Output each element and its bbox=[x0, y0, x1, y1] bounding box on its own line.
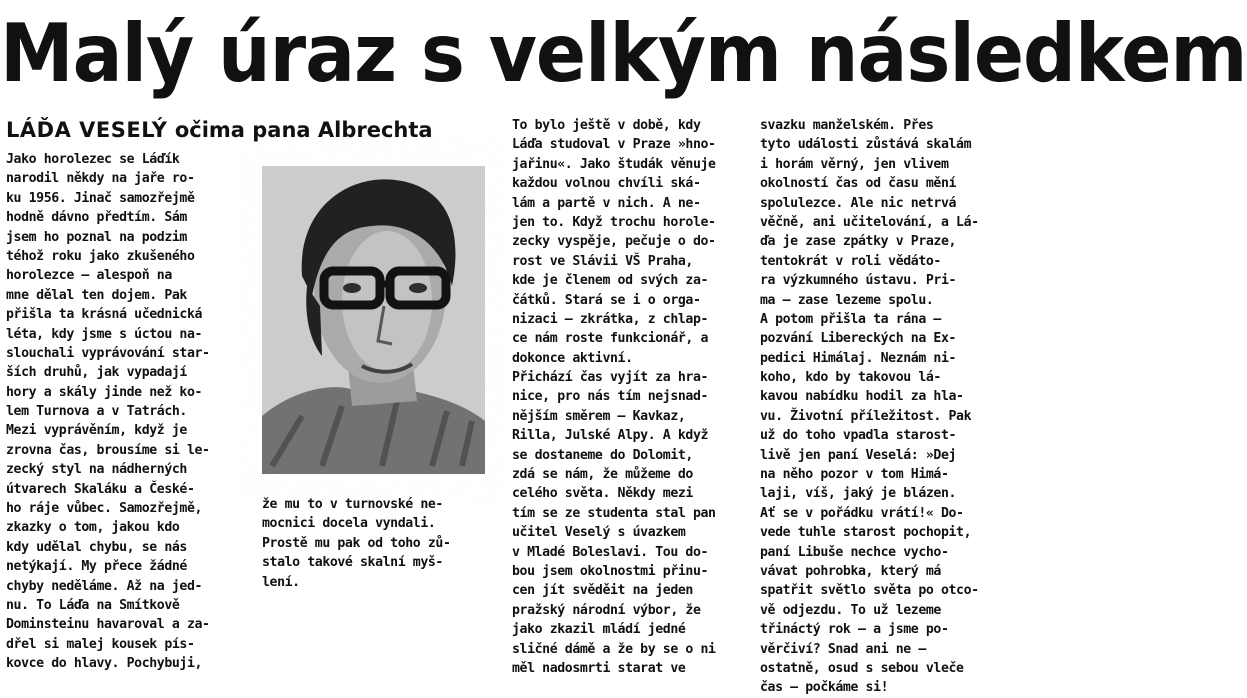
text-line: netýkají. My přece žádné bbox=[6, 559, 187, 575]
text-line: dřel si malej kousek pís- bbox=[6, 636, 195, 652]
text-line: měl nadosmrti starat ve bbox=[512, 660, 686, 676]
text-line: spatřit světlo světa po otco- bbox=[760, 583, 979, 599]
text-line: ďa je zase zpátky v Praze, bbox=[760, 234, 957, 250]
text-line: i horám věrný, jen vlivem bbox=[760, 156, 949, 172]
text-line: Prostě mu pak od toho zů- bbox=[262, 535, 451, 551]
text-line: už do toho vpadla starost- bbox=[760, 428, 957, 444]
text-line: učitel Veselý s úvazkem bbox=[512, 525, 686, 541]
text-line: tyto události zůstává skalám bbox=[760, 137, 972, 153]
text-line: Láďa studoval v Praze »hno- bbox=[512, 137, 716, 153]
article-column-1 bbox=[6, 150, 254, 672]
byline-author: LÁĎA VESELÝ bbox=[6, 118, 168, 142]
text-line: ce nám roste funkcionář, a bbox=[512, 331, 709, 347]
article-column-3 bbox=[512, 116, 752, 676]
text-line: věčně, ani učitelování, a Lá- bbox=[760, 214, 979, 230]
text-line: zrovna čas, brousíme si le- bbox=[6, 442, 210, 458]
text-line: tím se ze studenta stal pan bbox=[512, 505, 716, 521]
text-line: zdá se nám, že můžeme do bbox=[512, 467, 693, 483]
text-line: horolezce — alespoň na bbox=[6, 268, 172, 284]
text-line: kavou nabídku hodil za hla- bbox=[760, 389, 964, 405]
text-line: zecky vyspěje, pečuje o do- bbox=[512, 234, 716, 250]
portrait-illustration bbox=[262, 166, 485, 474]
text-line: okolností čas od času mění bbox=[760, 176, 957, 192]
text-line: koho, kdo by takovou lá- bbox=[760, 370, 941, 386]
text-line: vede tuhle starost pochopit, bbox=[760, 525, 972, 541]
text-line: celého světa. Někdy mezi bbox=[512, 486, 693, 502]
text-line: nizaci — zkrátka, z chlap- bbox=[512, 311, 709, 327]
text-line: mocnici docela vyndali. bbox=[262, 516, 436, 532]
text-line: pražský národní výbor, že bbox=[512, 602, 701, 618]
text-line: ma — zase lezeme spolu. bbox=[760, 292, 934, 308]
text-line: ra výzkumného ústavu. Pri- bbox=[760, 273, 957, 289]
text-line: lem Turnova a v Tatrách. bbox=[6, 404, 187, 420]
text-line: To bylo ještě v době, kdy bbox=[512, 118, 701, 133]
text-line: zecký styl na nádherných bbox=[6, 462, 187, 478]
text-line: jako zkazil mládí jedné bbox=[512, 622, 686, 638]
text-line: Jako horolezec se Láďík bbox=[6, 152, 180, 167]
text-line: vě odjezdu. To už lezeme bbox=[760, 602, 941, 618]
text-line: stalo takové skalní myš- bbox=[262, 555, 443, 571]
headline: Malý úraz s velkým následkem bbox=[0, 7, 1247, 101]
text-line: paní Libuše nechce vycho- bbox=[760, 544, 949, 560]
article-column-4 bbox=[760, 116, 996, 696]
text-line: Rilla, Julské Alpy. A když bbox=[512, 428, 709, 444]
text-line: laji, víš, jaký je blázen. bbox=[760, 486, 957, 502]
text-line: tentokrát v roli vědáto- bbox=[760, 253, 941, 269]
text-line: ších druhů, jak vypadají bbox=[6, 365, 187, 381]
text-line: hory a skály jinde než ko- bbox=[6, 384, 203, 400]
text-line: čátků. Stará se i o orga- bbox=[512, 292, 701, 308]
text-line: Mezi vyprávěním, když je bbox=[6, 423, 187, 439]
text-line: Dominsteinu havaroval a za- bbox=[6, 617, 210, 633]
text-line: kovce do hlavy. Pochybuji, bbox=[6, 656, 203, 672]
text-line: na něho pozor v tom Himá- bbox=[760, 467, 949, 483]
text-line: věrčiví? Snad ani ne — bbox=[760, 641, 926, 657]
text-line: čas — počkáme si! bbox=[760, 680, 889, 696]
text-line: ho ráje vůbec. Samozřejmě, bbox=[6, 501, 203, 517]
text-line: narodil někdy na jaře ro- bbox=[6, 171, 195, 187]
text-line: lám a partě v nich. A ne- bbox=[512, 195, 701, 211]
text-line: bou jsem okolnostmi přinu- bbox=[512, 563, 709, 579]
text-line: cen jít svěděit na jeden bbox=[512, 583, 693, 599]
text-line: nějším směrem — Kavkaz, bbox=[512, 408, 686, 424]
text-line: livě jen paní Veselá: »Dej bbox=[760, 447, 957, 463]
text-line: sličné dámě a že by se o ni bbox=[512, 641, 716, 657]
text-line: chyby neděláme. Až na jed- bbox=[6, 578, 203, 594]
text-line: ku 1956. Jinač samozřejmě bbox=[6, 190, 195, 206]
text-line: vávat pohrobka, který má bbox=[760, 563, 941, 579]
text-line: svazku manželském. Přes bbox=[760, 118, 934, 133]
text-line: útvarech Skaláku a České- bbox=[6, 481, 195, 497]
text-line: dokonce aktivní. bbox=[512, 350, 633, 366]
text-line: zkazky o tom, jakou kdo bbox=[6, 520, 180, 536]
portrait-photo bbox=[262, 166, 485, 474]
text-line: spolulezce. Ale nic netrvá bbox=[760, 195, 957, 211]
text-line: že mu to v turnovské ne- bbox=[262, 497, 443, 512]
text-line: třináctý rok — a jsme po- bbox=[760, 622, 949, 638]
text-line: pozvání Libereckých na Ex- bbox=[760, 331, 957, 347]
text-line: ostatně, osud s sebou vleče bbox=[760, 660, 964, 676]
text-line: kdy udělal chybu, se nás bbox=[6, 539, 187, 555]
text-line: v Mladé Boleslavi. Tou do- bbox=[512, 544, 709, 560]
text-line: jen to. Když trochu horole- bbox=[512, 214, 716, 230]
text-line: lení. bbox=[262, 574, 300, 590]
text-line: pedici Himálaj. Neznám ni- bbox=[760, 350, 957, 366]
text-line: léta, kdy jsme s úctou na- bbox=[6, 326, 203, 342]
byline-rest: očima pana Albrechta bbox=[167, 118, 433, 142]
text-line: se dostaneme do Dolomit, bbox=[512, 447, 693, 463]
text-line: slouchali vyprávování star- bbox=[6, 345, 210, 361]
text-line: rost ve Slávii VŠ Praha, bbox=[512, 253, 693, 269]
text-line: Ať se v pořádku vrátí!« Do- bbox=[760, 505, 964, 521]
article-column-2 bbox=[262, 495, 504, 590]
text-line: téhož roku jako zkušeného bbox=[6, 248, 195, 264]
text-line: mne dělal ten dojem. Pak bbox=[6, 287, 187, 303]
text-line: hodně dávno předtím. Sám bbox=[6, 210, 187, 226]
byline bbox=[6, 114, 526, 146]
text-line: jařinu«. Jako študák věnuje bbox=[512, 156, 716, 172]
text-line: jsem ho poznal na podzim bbox=[6, 229, 187, 245]
text-line: vu. Životní příležitost. Pak bbox=[760, 408, 972, 424]
text-line: každou volnou chvíli ská- bbox=[512, 176, 701, 192]
text-line: přišla ta krásná učednická bbox=[6, 307, 203, 323]
text-line: nice, pro nás tím nejsnad- bbox=[512, 389, 709, 405]
text-line: kde je členem od svých za- bbox=[512, 273, 709, 289]
text-line: Přichází čas vyjít za hra- bbox=[512, 370, 709, 386]
text-line: nu. To Láďa na Smítkově bbox=[6, 597, 180, 613]
text-line: A potom přišla ta rána — bbox=[760, 311, 941, 327]
